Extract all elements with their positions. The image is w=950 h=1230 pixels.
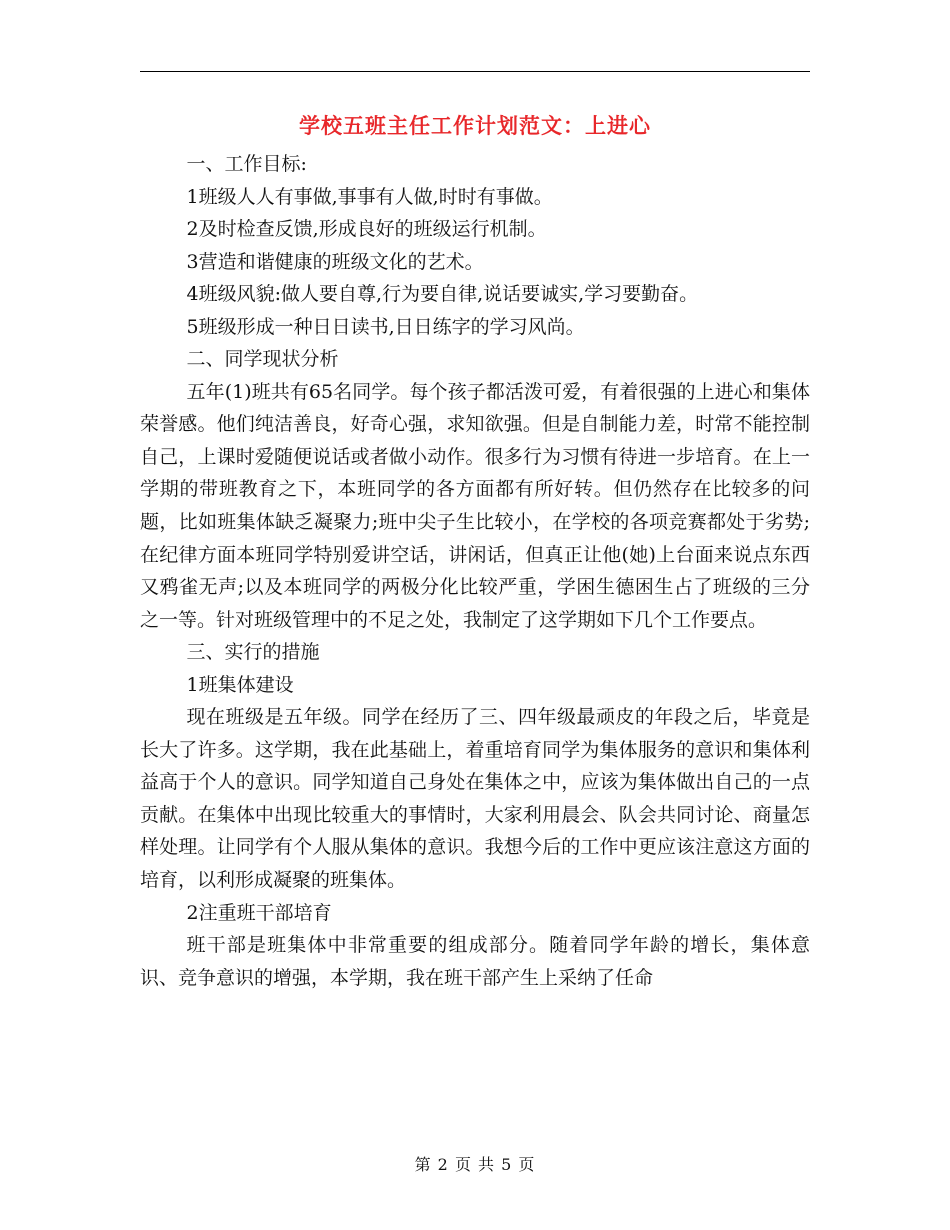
class-building-paragraph: 现在班级是五年级。同学在经历了三、四年级最顽皮的年段之后，毕竟是长大了许多。这学期，我在此基础上，着重培育同学为集体服务的意识和集体利益高于个人的意识。同学知道自己身处在集体之中，应该为集体做出自己的一点贡献。在集体中出现比较重大的事情时，大家利用晨会、队会共同讨论、商量怎样处理。让同学有个人服从集体的意识。我想今后的工作中更应该注意这方面的培育，以利形成凝聚的班集体。: [140, 706, 810, 892]
section-heading-analysis: 二、同学现状分析: [186, 348, 339, 371]
page-footer: 第 2 页 共 5 页: [414, 1155, 536, 1174]
goal-item-5: 5班级形成一种日日读书,日日练字的学习风尚。: [186, 315, 585, 338]
section-heading-measures: 三、实行的措施: [186, 641, 320, 664]
goal-item-3: 3营造和谐健康的班级文化的艺术。: [186, 250, 484, 273]
goal-item-1: 1班级人人有事做,事事有人做,时时有事做。: [186, 185, 553, 208]
section-heading-goals: 一、工作目标:: [186, 153, 307, 175]
cadre-training-paragraph: 班干部是班集体中非常重要的组成部分。随着同学年龄的增长，集体意识、竞争意识的增强，本学期，我在班干部产生上采纳了任命: [140, 934, 810, 989]
subheading-cadre-training: 2注重班干部培育: [186, 901, 332, 924]
header-rule: [140, 71, 810, 72]
document-title: 学校五班主任工作计划范文：上进心: [299, 114, 651, 138]
goal-item-4: 4班级风貌:做人要自尊,行为要自律,说话要诚实,学习要勤奋。: [186, 283, 699, 306]
subheading-class-building: 1班集体建设: [186, 673, 294, 696]
goal-item-2: 2及时检查反馈,形成良好的班级运行机制。: [186, 218, 547, 241]
document-body: [140, 148, 810, 994]
analysis-paragraph: 五年(1)班共有65名同学。每个孩子都活泼可爱，有着很强的上进心和集体荣誉感。他们纯洁善良，好奇心强，求知欲强。但是自制能力差，时常不能控制自己，上课时爱随便说话或者做小动作。很多行为习惯有待进一步培育。在上一学期的带班教育之下，本班同学的各方面都有所好转。但仍然存在比较多的问题，比如班集体缺乏凝聚力;班中尖子生比较小，在学校的各项竞赛都处于劣势;在纪律方面本班同学特别爱讲空话，讲闲话，但真正让他(她)上台面来说点东西又鸦雀无声;以及本班同学的两极分化比较严重，学困生德困生占了班级的三分之一等。针对班级管理中的不足之处，我制定了这学期如下几个工作要点。: [140, 380, 810, 631]
